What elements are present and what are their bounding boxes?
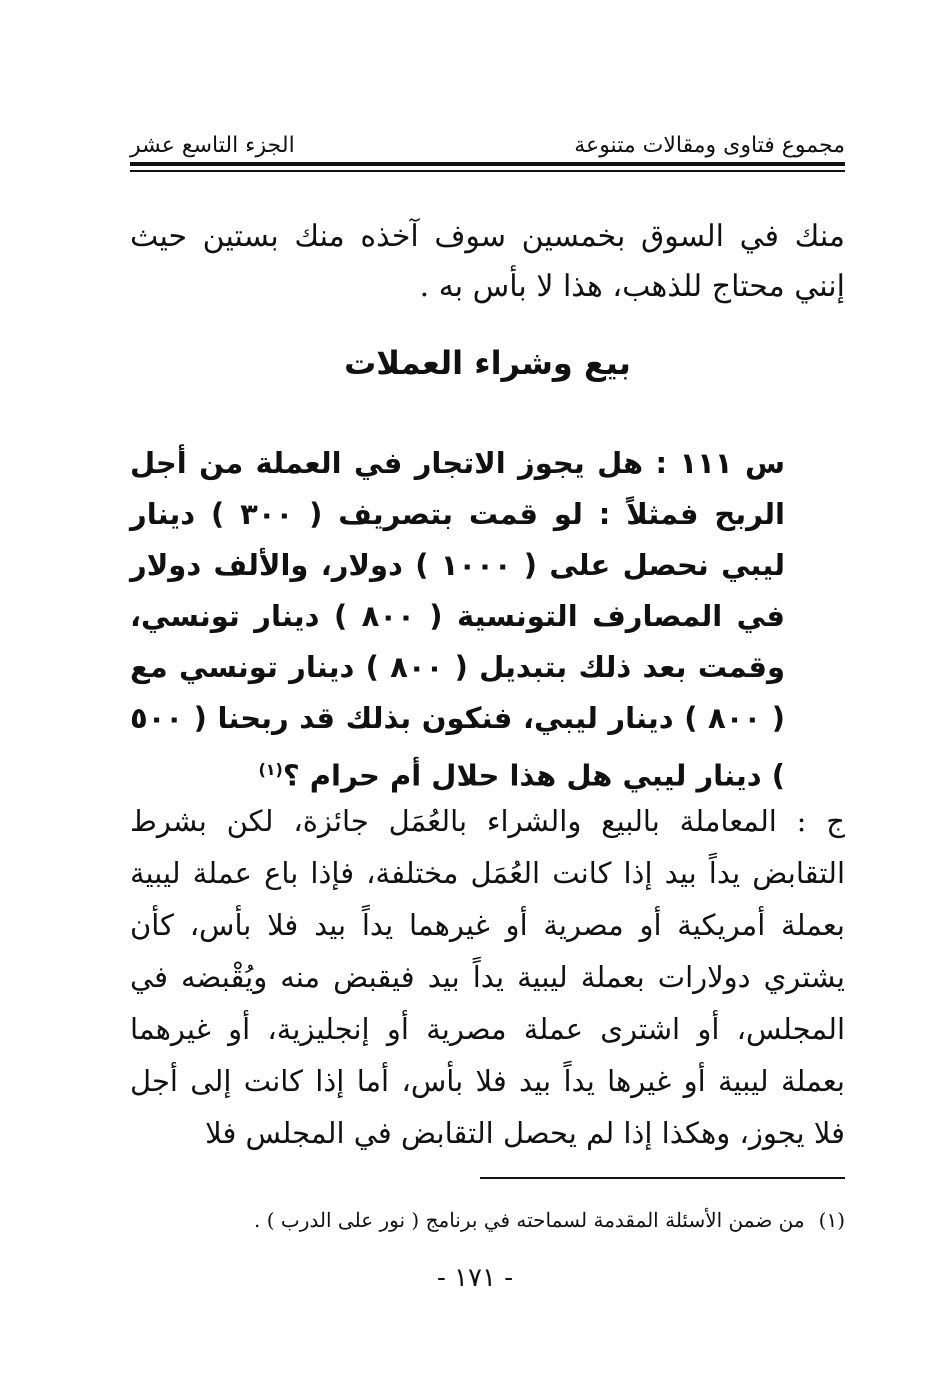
section-title: بيع وشراء العملات — [344, 344, 631, 382]
page-number: - ١٧١ - — [436, 1263, 514, 1293]
footnote — [130, 1205, 845, 1235]
footnote-separator — [480, 1177, 845, 1179]
footnote-mark: (١) — [818, 1208, 845, 1232]
running-header — [130, 118, 845, 158]
intro-paragraph: منك في السوق بخمسين سوف آخذه منك بستين حيث إنني محتاج للذهب، هذا لا بأس به . — [130, 219, 845, 304]
answer-paragraph: ج : المعاملة بالبيع والشراء بالعُمَل جائزة، لكن بشرط التقابض يداً بيد إذا كانت العُمَل مختلفة، فإذا باع عملة ليبية بعملة أمريكية أو مصرية أو غيرهما يداً بيد فلا بأس، كأن يشتري دولارات بعملة ليبية يداً بيد فيقبض منه ويُقْبضه في المجلس، أو اشترى عملة مصرية أو إنجليزية، أو غيرهما بعملة ليبية أو غيرها يداً بيد فلا بأس، أما إذا كانت إلى أجل فلا يجوز، وهكذا إذا لم يحصل التقابض في المجلس فلا — [130, 804, 845, 1150]
footnote-reference: (١) — [258, 760, 283, 779]
question-paragraph — [130, 438, 845, 802]
header-rule-thin — [130, 170, 845, 172]
volume-header: الجزء التاسع عشر — [130, 133, 295, 158]
book-title-header: مجموع فتاوى ومقالات متنوعة — [574, 133, 845, 158]
question-text: س ١١١ : هل يجوز الاتجار في العملة من أجل الربح فمثلاً : لو قمت بتصريف ( ٣٠٠ ) دينار ليبي نحصل على ( ١٠٠٠ ) دولار، والألف دولار في المصارف التونسية ( ٨٠٠ ) دينار تونسي، وقمت بعد ذلك بتبديل ( ٨٠٠ ) دينار تونسي مع ( ٨٠٠ ) دينار ليبي، فنكون بذلك قد ربحنا ( ٥٠٠ ) دينار ليبي هل هذا حلال أم حرام ؟ — [130, 446, 786, 793]
header-rule-thick — [130, 162, 845, 166]
footnote-text: من ضمن الأسئلة المقدمة لسماحته في برنامج ( نور على الدرب ) . — [254, 1208, 805, 1232]
